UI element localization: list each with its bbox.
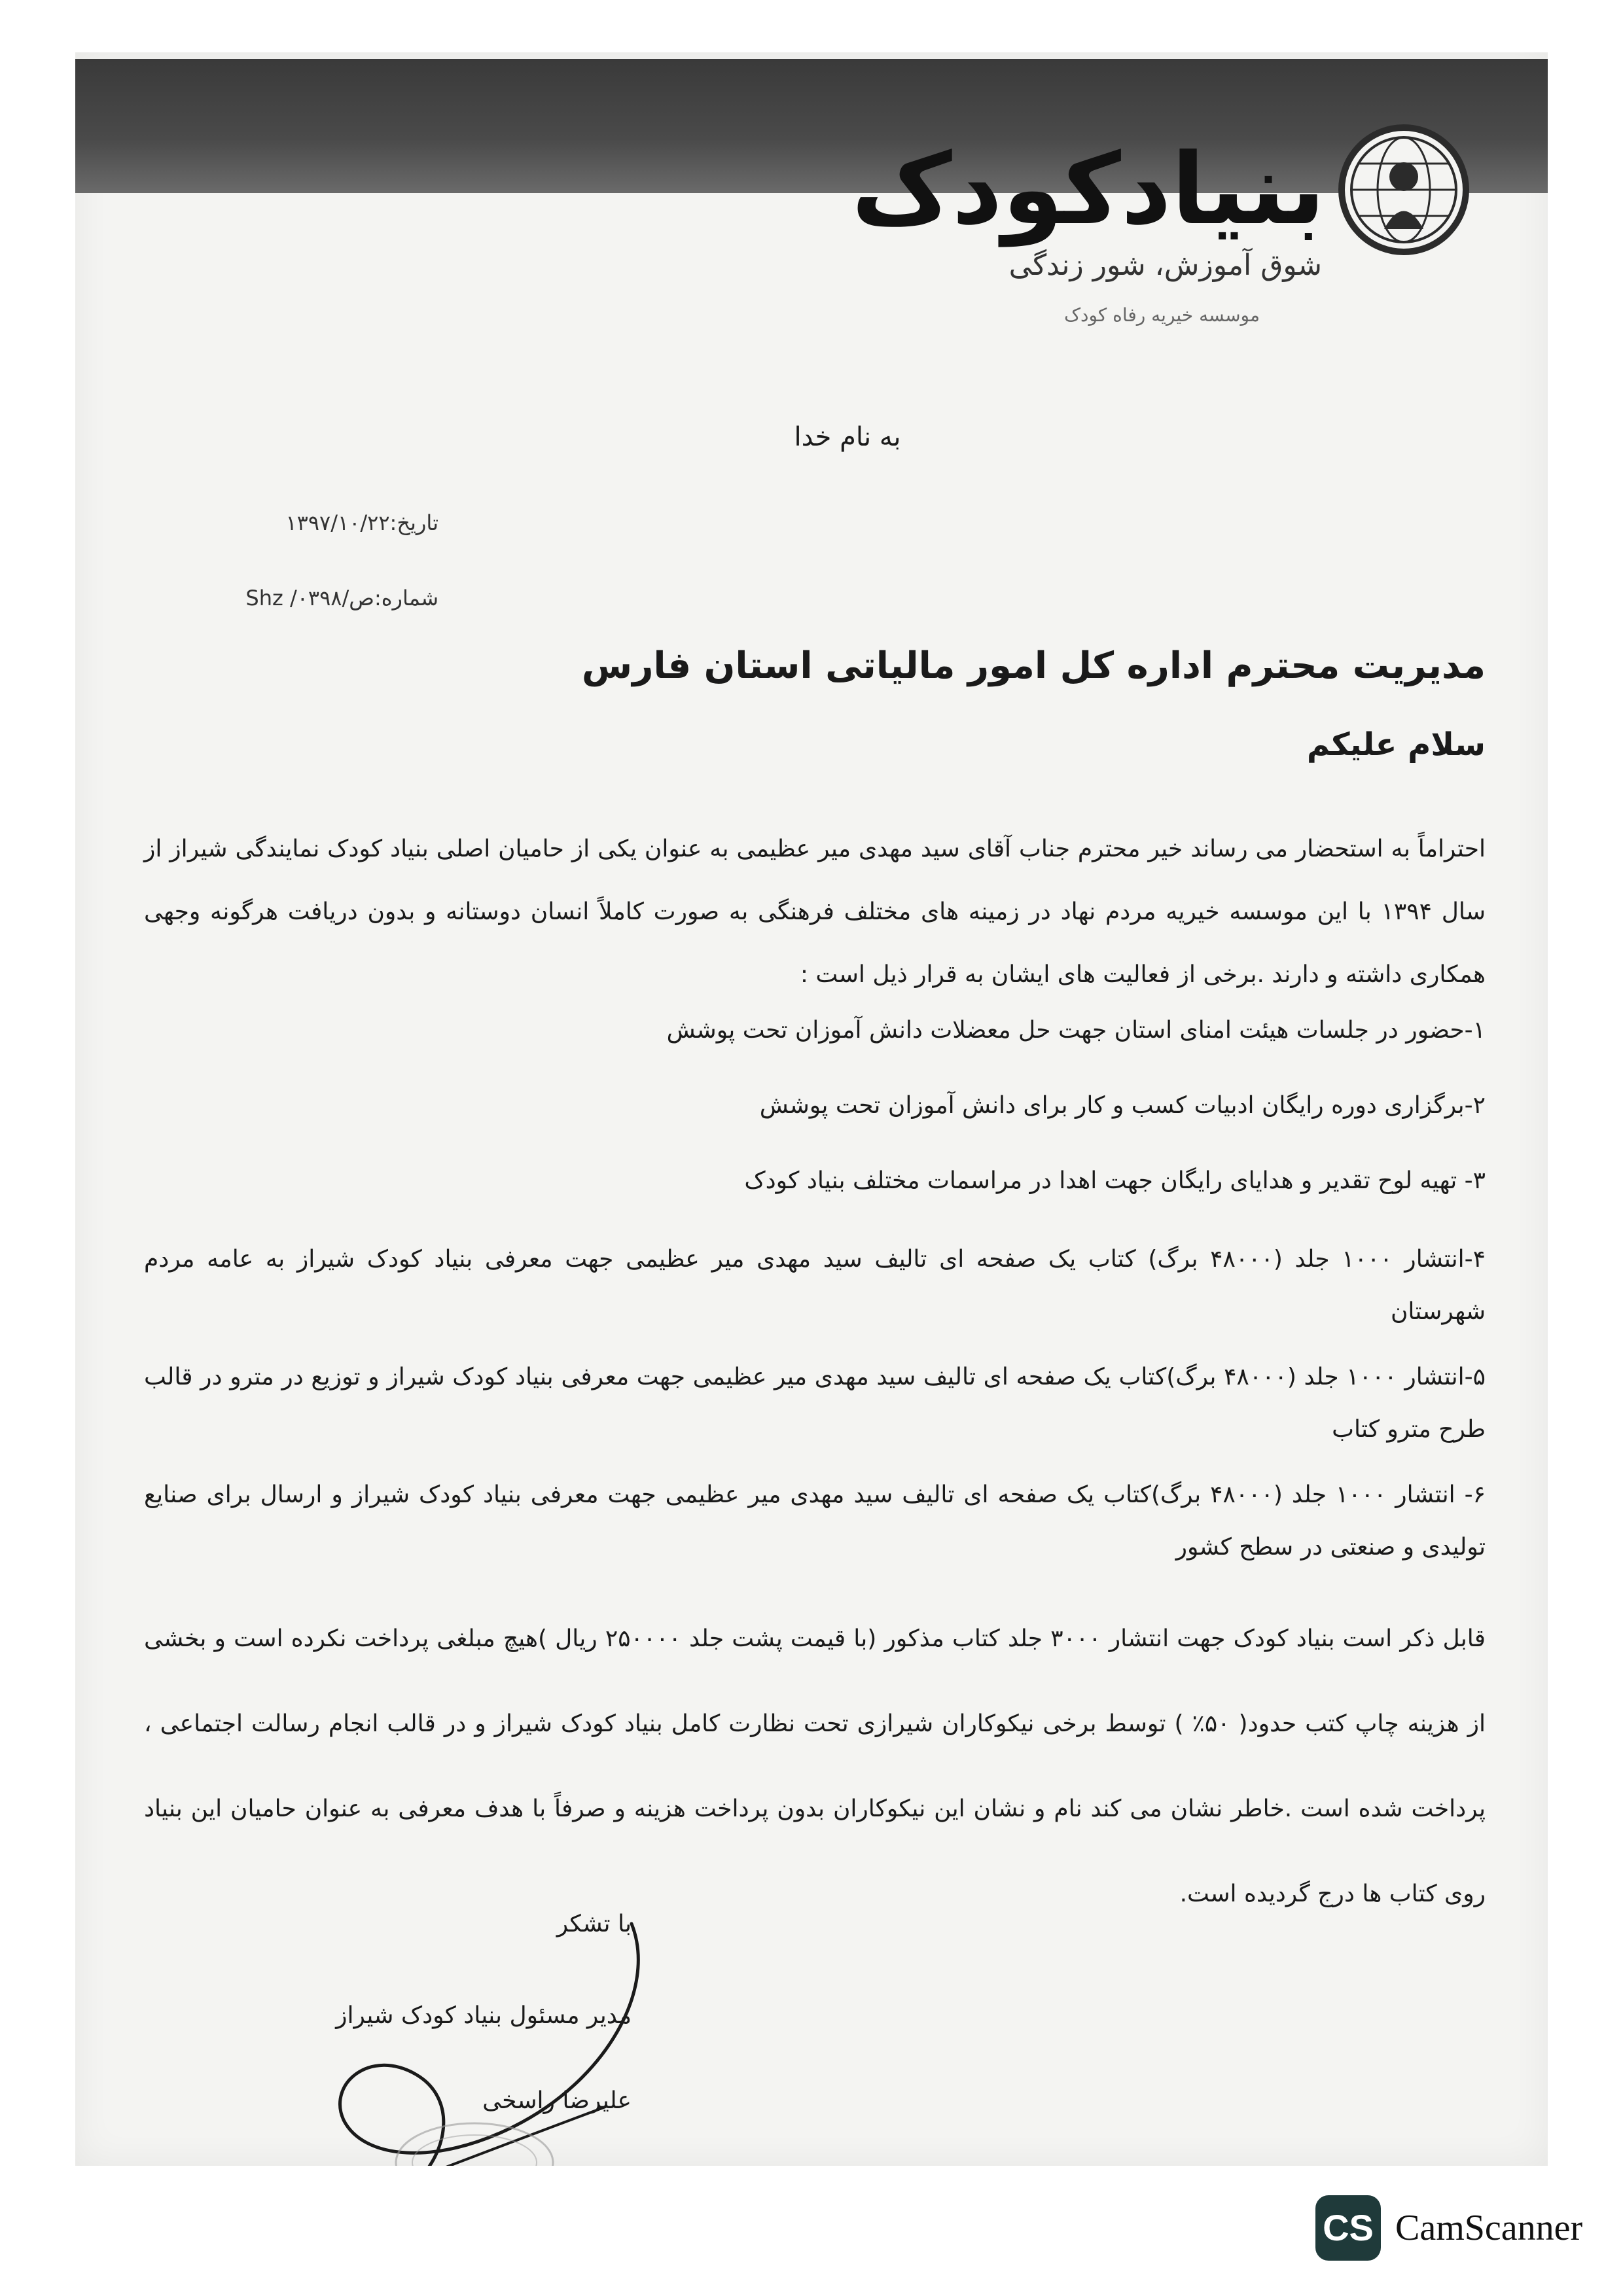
- list-item: ۵-انتشار ۱۰۰۰ جلد (۴۸۰۰۰ برگ)کتاب یک صفحه ای تالیف سید مهدی میر عظیمی جهت معرفی بنیاد کودک شیراز و توزیع در مترو در قالب طرح مترو کتاب: [144, 1364, 1486, 1443]
- list-item: ۴-انتشار ۱۰۰۰ جلد (۴۸۰۰۰ برگ) کتاب یک صفحه ای تالیف سید مهدی میر عظیمی جهت معرفی بنیاد کودک شیراز به عامه مردم شهرستان: [144, 1246, 1486, 1325]
- signer-name: علیرضا راسخی: [482, 2087, 632, 2114]
- globe-logo-icon: [1338, 124, 1469, 255]
- list-item: ۳- تهیه لوح تقدیر و هدایای رایگان جهت اهدا در مراسمات مختلف بنیاد کودک: [744, 1167, 1486, 1194]
- letter-number: شماره:ص/۰۳۹۸/ Shz: [245, 586, 438, 610]
- letter-sheet: [75, 52, 1548, 2166]
- letterhead-band: [75, 59, 1548, 193]
- org-logo-name: بنیادکودک: [851, 133, 1325, 247]
- salutation: سلام علیکم: [1306, 726, 1486, 763]
- list-item: ۱-حضور در جلسات هیئت امنای استان جهت حل معضلات دانش آموزان تحت پوشش: [666, 1017, 1486, 1044]
- stamp-icon: [389, 2113, 560, 2166]
- camscanner-logo-icon: CS: [1315, 2195, 1381, 2261]
- list-item: ۲-برگزاری دوره رایگان ادبیات کسب و کار برای دانش آموزان تحت پوشش: [759, 1092, 1486, 1119]
- list-item: ۶- انتشار ۱۰۰۰ جلد (۴۸۰۰۰ برگ)کتاب یک صفحه ای تالیف سید مهدی میر عظیمی جهت معرفی بنیاد کودک شیراز و ارسال برای صنایع تولیدی و صنعتی در سطح کشور: [144, 1481, 1486, 1561]
- closing: با تشکر: [556, 1911, 632, 1937]
- letter-date: تاریخ:۱۳۹۷/۱۰/۲۲: [285, 510, 438, 535]
- note-paragraph: قابل ذکر است بنیاد کودک جهت انتشار ۳۰۰۰ جلد کتاب مذکور (با قیمت پشت جلد ۲۵۰۰۰۰ ریال )هیچ مبلغی پرداخت نکرده است و بخشی از هزینه چاپ کتب حدود( ۵۰٪ ) توسط برخی نیکوکاران شیرازی تحت نظارت کامل بنیاد کودک شیراز و در قالب انجام رسالت اجتماعی ، پرداخت شده است .خاطر نشان می کند نام و نشان این نیکوکاران بدون پرداخت هزینه و صرفاً با هدف معرفی به عنوان حامیان این بنیاد روی کتاب ها درج گردیده است.: [144, 1625, 1486, 1907]
- signer-title: مدیر مسئول بنیاد کودک شیراز: [336, 2002, 632, 2029]
- camscanner-name: CamScanner: [1395, 2208, 1583, 2248]
- recipient: مدیریت محترم اداره کل امور مالیاتی استان فارس: [581, 645, 1486, 687]
- org-subtitle: موسسه خیریه رفاه کودک: [1063, 304, 1260, 326]
- camscanner-watermark: [1315, 2195, 1597, 2267]
- basmala: به نام خدا: [794, 422, 901, 452]
- intro-paragraph: احتراماً به استحضار می رساند خیر محترم جناب آقای سید مهدی میر عظیمی به عنوان یکی از حامیان اصلی بنیاد کودک نمایندگی شیراز از سال ۱۳۹۴ با این موسسه خیریه مردم نهاد در زمینه های مختلف فرهنگی به صورت کاملاً انسان دوستانه و بدون دریافت هرگونه وجهی همکاری داشته و دارند .برخی از فعالیت های ایشان به قرار ذیل است :: [144, 836, 1486, 988]
- org-tagline: شوق آموزش، شور زندگی: [1008, 249, 1322, 282]
